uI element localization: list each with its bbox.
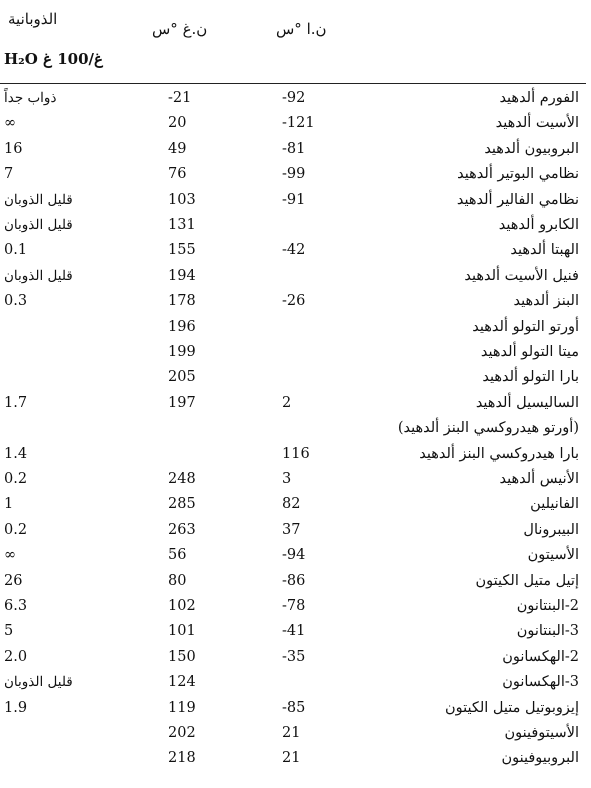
solubility-cell: 0.2 [4,521,28,538]
compound-name: بارا التولو ألدهيد [482,369,579,386]
compound-name: ميتا التولو ألدهيد [480,344,579,360]
solubility-cell: قليل الذوبان [4,267,73,284]
solubility-cell: 16 [4,140,23,157]
compound-name: البيبرونال [523,521,579,538]
solubility-cell: 0.3 [4,293,28,310]
melting-point-cell: -81 [282,140,306,157]
solubility-cell: ∞ [4,115,17,132]
melting-point-cell: -121 [282,115,315,132]
boiling-point-cell: -21 [168,90,192,106]
compound-name: الأسيت ألدهيد [495,115,579,132]
solubility-cell: 5 [4,623,14,640]
solubility-header: الذوبانية [8,10,58,28]
melting-point-cell: -26 [282,293,306,310]
melting-point-cell: 21 [282,725,301,741]
table-row [0,594,591,618]
compound-name: الفانيلين [530,496,579,513]
compound-name: 2-البنتانون [516,598,579,614]
boiling-point-cell: 102 [168,598,196,614]
solubility-cell: 26 [4,572,23,589]
boiling-point-header: ن.غ °س [152,20,208,38]
header-divider [0,83,586,84]
table-row [0,264,591,288]
boiling-point-cell: 80 [168,572,187,589]
table-row [0,365,591,389]
compound-name: بارا هيدروكسي البنز ألدهيد [419,445,579,462]
solubility-unit-header: غ/100 غ H₂O [4,50,103,68]
melting-point-cell: 82 [282,496,301,513]
melting-point-cell: 116 [282,445,310,462]
table-row [0,86,591,110]
boiling-point-cell: 263 [168,521,196,538]
boiling-point-cell: 49 [168,140,187,157]
table-row [0,442,591,466]
boiling-point-cell: 205 [168,369,196,386]
melting-point-cell: 37 [282,521,301,538]
compound-name: إتيل متيل الكيتون [475,572,579,589]
table-row [0,162,591,186]
solubility-cell: قليل الذوبان [4,191,73,208]
table-row [0,137,591,161]
table-row [0,213,591,237]
solubility-cell: 0.2 [4,471,28,487]
boiling-point-cell: 101 [168,623,196,640]
compound-name: فنيل الأسيت ألدهيد [464,267,579,284]
boiling-point-cell: 199 [168,344,196,360]
compound-name: أورتو التولو ألدهيد [472,318,579,335]
compound-name: الأسيتوفينون [504,725,579,741]
table-row [0,721,591,745]
solubility-cell: 1.4 [4,445,28,462]
compound-name: البنز ألدهيد [513,293,579,310]
boiling-point-cell: 218 [168,750,196,767]
solubility-cell: ∞ [4,547,17,564]
solubility-cell: 2.0 [4,648,28,665]
melting-point-cell: -94 [282,547,306,564]
melting-point-cell: -86 [282,572,306,589]
table-row [0,238,591,262]
compound-name: البروبيون ألدهيد [484,140,579,157]
melting-point-cell: 21 [282,750,301,767]
table-row [0,315,591,339]
compound-name: الكابرو ألدهيد [498,217,579,233]
compound-name: الساليسيل ألدهيد [475,394,579,411]
melting-point-cell: 3 [282,471,292,487]
compound-name: 3-الهكسانون [502,674,579,691]
melting-point-cell: -42 [282,242,306,259]
boiling-point-cell: 20 [168,115,187,132]
melting-point-cell: 2 [282,394,292,411]
solubility-cell: ذواب جداً [4,90,57,106]
table-row [0,492,591,516]
boiling-point-cell: 196 [168,318,196,335]
boiling-point-cell: 56 [168,547,187,564]
solubility-cell: 7 [4,166,14,183]
boiling-point-cell: 285 [168,496,196,513]
table-row [0,111,591,135]
compound-name: نظامي البوتير ألدهيد [457,166,579,183]
melting-point-cell: -92 [282,90,306,106]
compound-name: نظامي الفالير ألدهيد [456,191,579,208]
compound-name: الأنيس ألدهيد [499,471,579,487]
table-row [0,340,591,364]
compound-name: 2-الهكسانون [502,648,579,665]
table-row [0,670,591,694]
solubility-cell: 1.9 [4,699,28,716]
melting-point-cell: -41 [282,623,306,640]
boiling-point-cell: 178 [168,293,196,310]
boiling-point-cell: 119 [168,699,196,716]
table-row [0,289,591,313]
boiling-point-cell: 202 [168,725,196,741]
table-row [0,518,591,542]
boiling-point-cell: 197 [168,394,196,411]
boiling-point-cell: 124 [168,674,196,691]
solubility-cell: 6.3 [4,598,28,614]
table-row [0,645,591,669]
compound-name: إيزوبوتيل متيل الكيتون [444,699,579,716]
table-row [0,467,591,491]
table-row [0,619,591,643]
compound-name: الأسيتون [527,547,579,564]
solubility-cell: 0.1 [4,242,28,259]
compound-name: الهبتا ألدهيد [510,242,579,259]
table-row [0,696,591,720]
solubility-cell: 1.7 [4,394,28,411]
boiling-point-cell: 76 [168,166,187,183]
table-row [0,391,591,415]
boiling-point-cell: 131 [168,217,196,233]
boiling-point-cell: 248 [168,471,196,487]
compound-name: البروبيوفينون [501,750,579,767]
table-row [0,569,591,593]
boiling-point-cell: 103 [168,191,196,208]
boiling-point-cell: 150 [168,648,196,665]
boiling-point-cell: 194 [168,267,196,284]
compound-name: الفورم ألدهيد [499,90,579,106]
table-row [0,416,591,440]
melting-point-header: ن.ا °س [276,20,327,38]
solubility-cell: قليل الذوبان [4,217,73,233]
solubility-cell: 1 [4,496,14,513]
table-row [0,543,591,567]
table-row [0,746,591,770]
melting-point-cell: -91 [282,191,306,208]
compound-name: 3-البنتانون [516,623,579,640]
melting-point-cell: -85 [282,699,306,716]
compound-name: (أورتو هيدروكسي البنز ألدهيد) [397,420,579,437]
solubility-cell: قليل الذوبان [4,674,73,691]
melting-point-cell: -99 [282,166,306,183]
table-row [0,188,591,212]
boiling-point-cell: 155 [168,242,196,259]
melting-point-cell: -78 [282,598,306,614]
melting-point-cell: -35 [282,648,306,665]
